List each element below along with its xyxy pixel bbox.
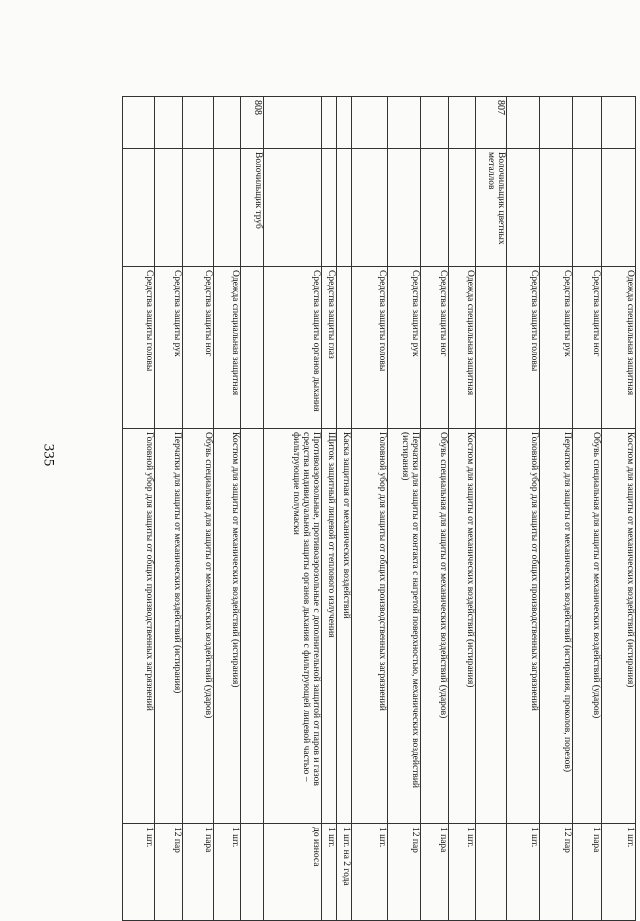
- cell-item: Каска защитная от механических воздействий: [336, 429, 351, 824]
- cell-item: Обувь специальная для защиты от механических воздействий (ударов): [183, 429, 214, 824]
- cell-norm: [241, 824, 263, 921]
- cell-item: Костюм для защиты от механических воздействий (истирания): [213, 429, 240, 824]
- cell-profession: [336, 149, 351, 267]
- cell-profession: Волочильщик труб: [241, 149, 263, 267]
- table-row: [421, 97, 448, 921]
- page-number: 335: [40, 443, 57, 467]
- cell-profession: Волочильщик цветных металлов: [476, 149, 507, 267]
- cell-profession: [540, 149, 573, 267]
- cell-item: Перчатки для защиты от механических воздействий (истирания, проколов, порезов): [540, 429, 573, 824]
- cell-norm: 1 пара: [421, 824, 448, 921]
- cell-number: [321, 97, 336, 149]
- table-row: [123, 97, 155, 921]
- table-body: [123, 97, 636, 921]
- cell-type: Средства защиты ног: [183, 267, 214, 429]
- table-row: [352, 97, 388, 921]
- cell-profession: [183, 149, 214, 267]
- cell-type: Средства защиты рук: [540, 267, 573, 429]
- cell-type: Средства защиты органов дыхания: [263, 267, 321, 429]
- table-row: [476, 97, 507, 921]
- cell-profession: [263, 149, 321, 267]
- cell-item: Головной убор для защиты от общих производственных загрязнений: [506, 429, 540, 824]
- cell-norm: 1 пара: [572, 824, 602, 921]
- cell-item: Перчатки для защиты от механических воздействий (истирания): [154, 429, 183, 824]
- cell-profession: [387, 149, 421, 267]
- cell-profession: [123, 149, 155, 267]
- cell-number: [263, 97, 321, 149]
- cell-number: [213, 97, 240, 149]
- cell-norm: 1 шт. на 2 года: [336, 824, 351, 921]
- cell-number: [352, 97, 388, 149]
- cell-item: Обувь специальная для защиты от механических воздействий (ударов): [421, 429, 448, 824]
- table-row: [448, 97, 475, 921]
- cell-type: Средства защиты ног: [572, 267, 602, 429]
- cell-norm: 12 пар: [540, 824, 573, 921]
- cell-number: [123, 97, 155, 149]
- cell-type: Средства защиты рук: [154, 267, 183, 429]
- cell-norm: 1 шт.: [321, 824, 336, 921]
- cell-number: [572, 97, 602, 149]
- table-row: [540, 97, 573, 921]
- table-row: [213, 97, 240, 921]
- cell-item: Обувь специальная для защиты от механических воздействий (ударов): [572, 429, 602, 824]
- cell-type: Средства защиты головы: [123, 267, 155, 429]
- cell-type: Одежда специальная защитная: [448, 267, 475, 429]
- cell-profession: [213, 149, 240, 267]
- cell-norm: [476, 824, 507, 921]
- cell-item: Головной убор для защиты от общих производственных загрязнений: [123, 429, 155, 824]
- cell-norm: 1 шт.: [352, 824, 388, 921]
- cell-norm: 1 шт.: [506, 824, 540, 921]
- cell-type: Средства защиты головы: [352, 267, 388, 429]
- cell-item: Костюм для защиты от механических воздействий (истирания): [602, 429, 636, 824]
- cell-norm: 1 шт.: [123, 824, 155, 921]
- cell-number: [183, 97, 214, 149]
- cell-number: [506, 97, 540, 149]
- table-row: [321, 97, 336, 921]
- cell-type: Средства защиты рук: [387, 267, 421, 429]
- cell-type: Одежда специальная защитная: [213, 267, 240, 429]
- cell-profession: [448, 149, 475, 267]
- cell-norm: 1 пара: [183, 824, 214, 921]
- cell-profession: [506, 149, 540, 267]
- cell-item: Противоаэрозольные, противоаэрозольные с дополнительной защитой от паров и газов средства индивидуальной защиты органов дыхания с фильтрующей лицевой частью – фильтрующие полумаски: [263, 429, 321, 824]
- table-row: [263, 97, 321, 921]
- cell-norm: 1 шт.: [448, 824, 475, 921]
- table-row: [506, 97, 540, 921]
- cell-norm: 1 шт.: [602, 824, 636, 921]
- cell-number: 807: [476, 97, 507, 149]
- table-row: [336, 97, 351, 921]
- cell-number: [602, 97, 636, 149]
- cell-profession: [352, 149, 388, 267]
- ppe-norms-table: [122, 96, 636, 921]
- cell-item: [476, 429, 507, 824]
- table-row: [241, 97, 263, 921]
- cell-number: [540, 97, 573, 149]
- cell-norm: 1 шт.: [213, 824, 240, 921]
- cell-type: [241, 267, 263, 429]
- cell-item: Перчатки для защиты от контакта с нагретой поверхностью, механических воздействий (истирания): [387, 429, 421, 824]
- cell-norm: 12 пар: [387, 824, 421, 921]
- cell-number: [387, 97, 421, 149]
- cell-item: [241, 429, 263, 824]
- cell-type: Средства защиты ног: [421, 267, 448, 429]
- cell-type: Одежда специальная защитная: [602, 267, 636, 429]
- table-row: [183, 97, 214, 921]
- cell-number: 808: [241, 97, 263, 149]
- cell-number: [421, 97, 448, 149]
- table-row: [387, 97, 421, 921]
- cell-number: [336, 97, 351, 149]
- cell-item: Головной убор для защиты от общих производственных загрязнений: [352, 429, 388, 824]
- cell-number: [154, 97, 183, 149]
- cell-profession: [572, 149, 602, 267]
- cell-number: [448, 97, 475, 149]
- cell-type: [336, 267, 351, 429]
- cell-norm: 12 пар: [154, 824, 183, 921]
- table-row: [572, 97, 602, 921]
- cell-type: Средства защиты головы: [506, 267, 540, 429]
- table-row: [154, 97, 183, 921]
- cell-profession: [321, 149, 336, 267]
- rotated-table-container: [122, 96, 636, 920]
- cell-profession: [602, 149, 636, 267]
- cell-norm: до износа: [263, 824, 321, 921]
- cell-type: [476, 267, 507, 429]
- cell-profession: [154, 149, 183, 267]
- cell-item: Костюм для защиты от механических воздействий (истирания): [448, 429, 475, 824]
- cell-item: Щиток защитный лицевой от теплового излучения: [321, 429, 336, 824]
- table-row: [602, 97, 636, 921]
- cell-profession: [421, 149, 448, 267]
- cell-type: Средства защиты глаз: [321, 267, 336, 429]
